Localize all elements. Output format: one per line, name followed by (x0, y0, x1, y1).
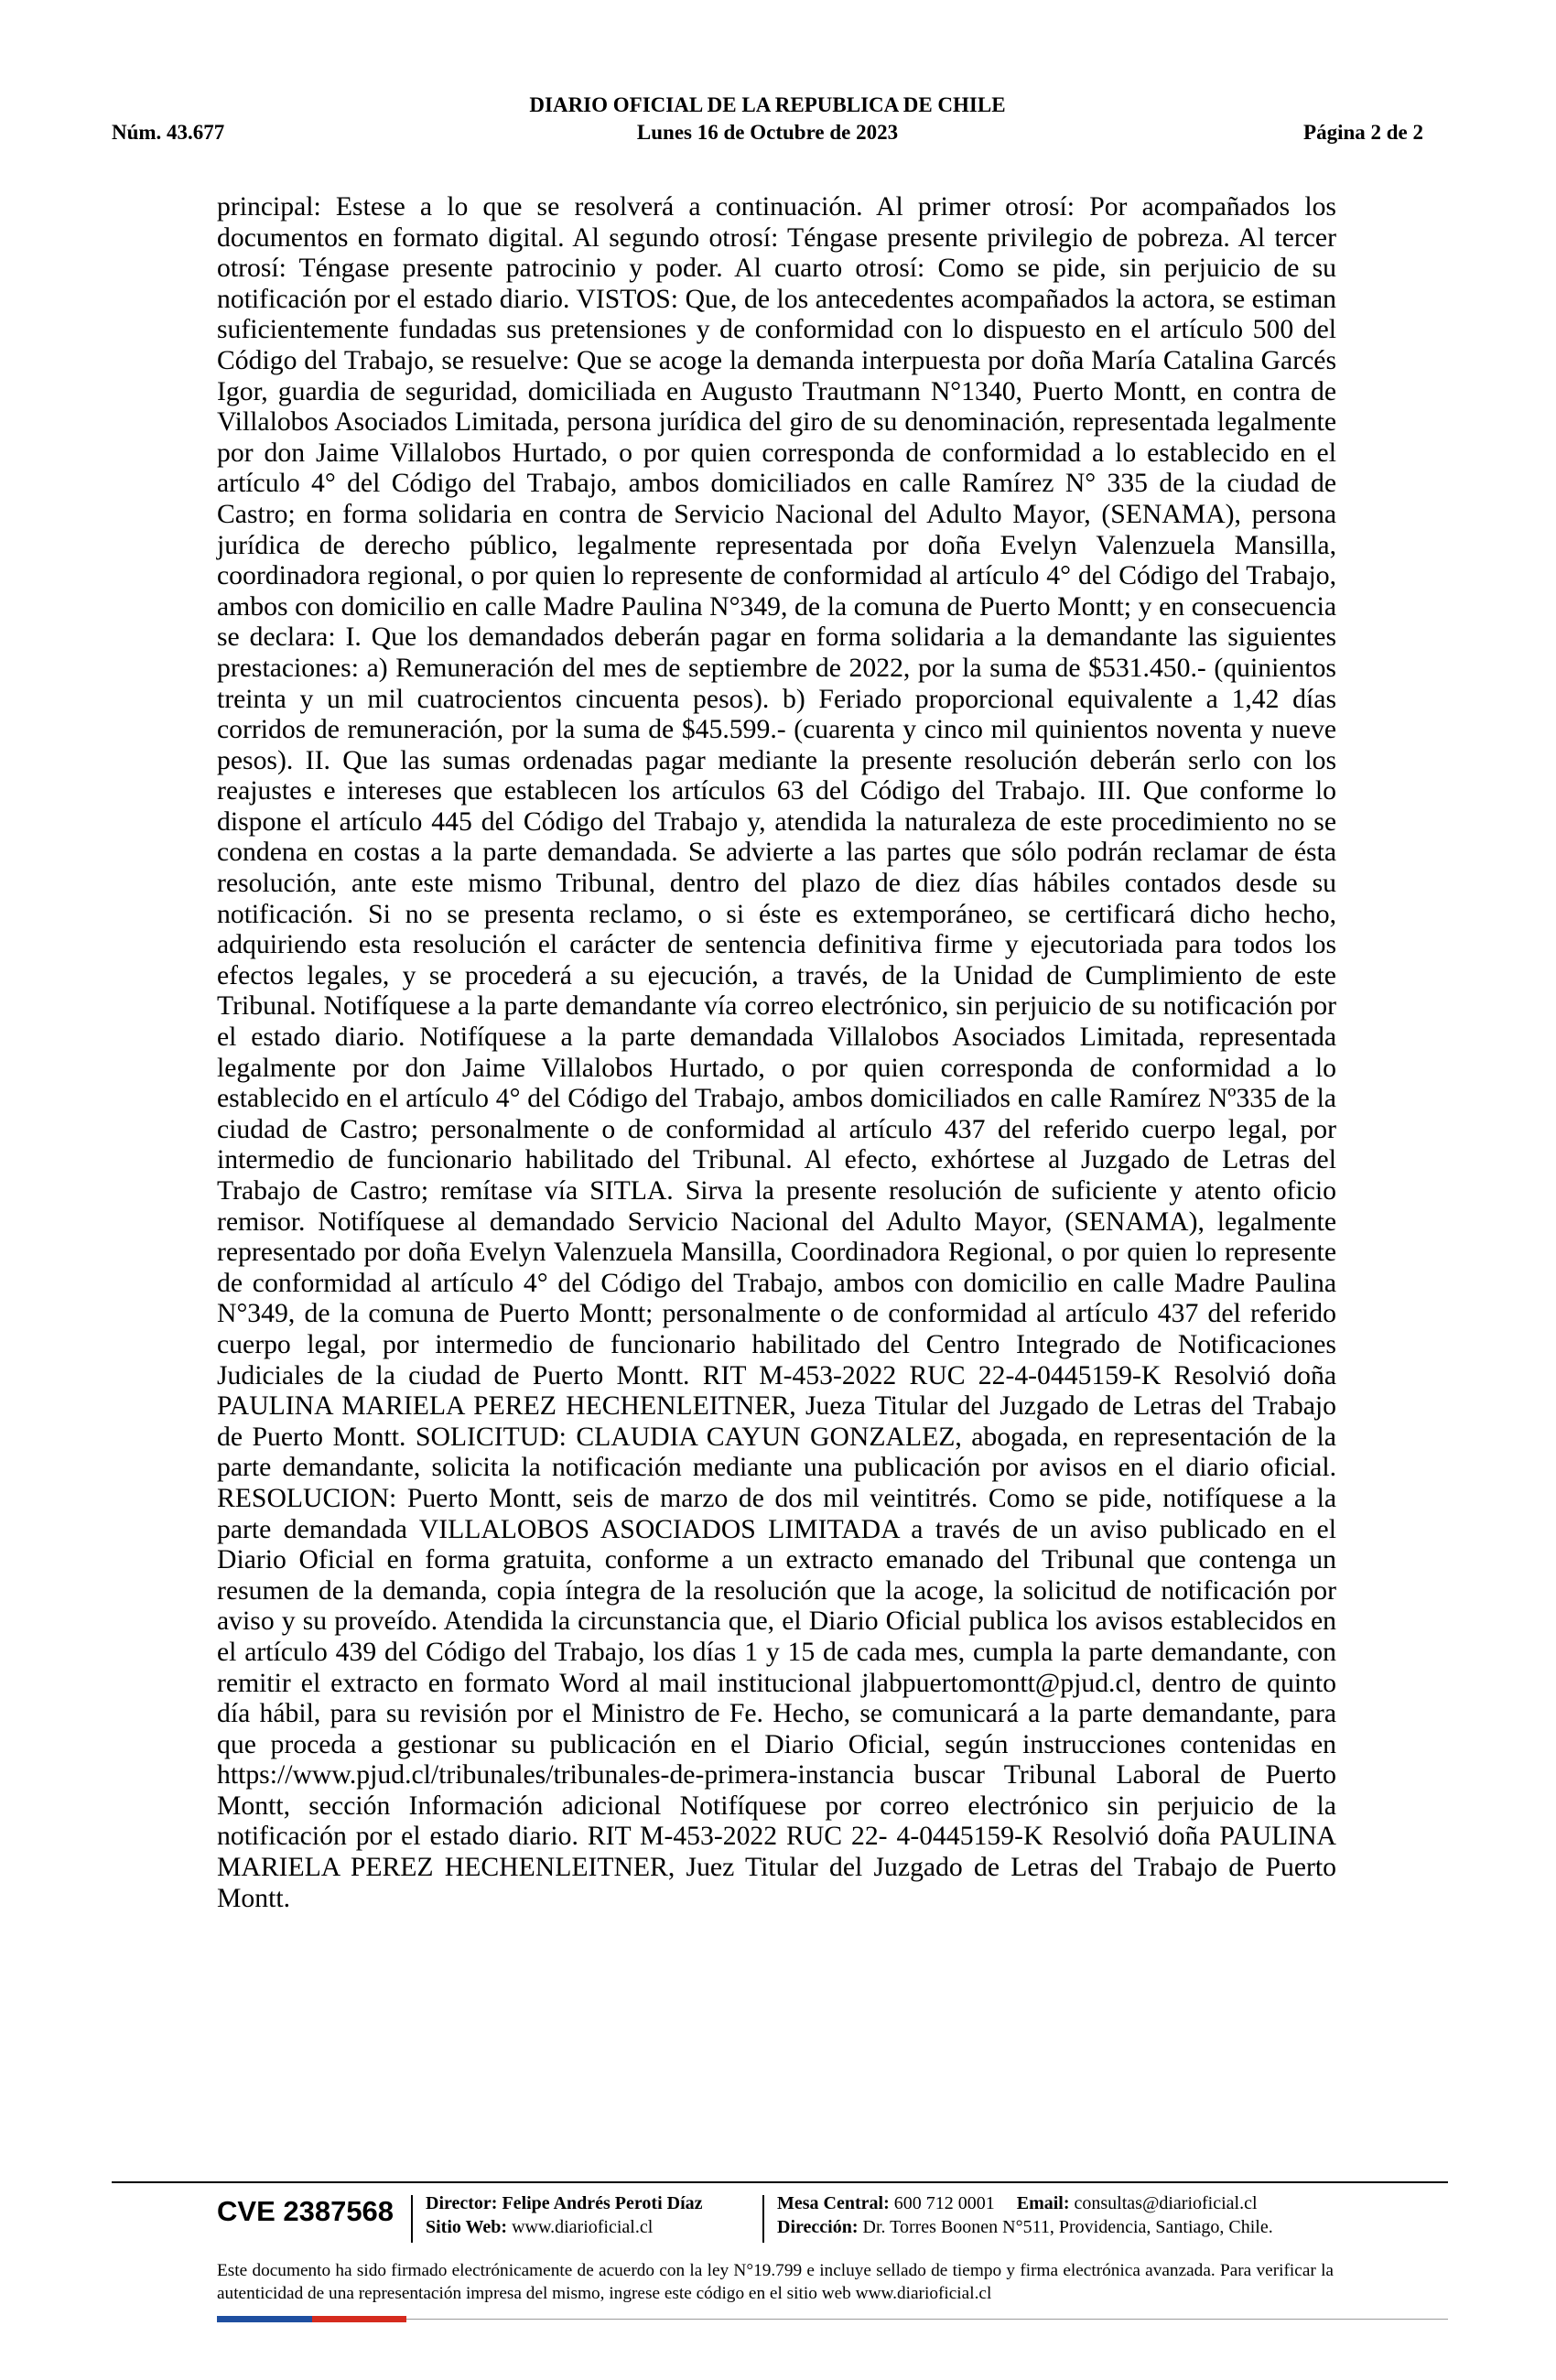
address-value: Dr. Torres Boonen N°511, Providencia, Santiago, Chile. (862, 2217, 1273, 2237)
header-center (112, 92, 1423, 146)
issue-number: Núm. 43.677 (112, 121, 225, 144)
director-block (426, 2191, 703, 2239)
website-line (426, 2215, 703, 2239)
footer-separator (411, 2195, 413, 2243)
flag-red (312, 2316, 406, 2322)
flag-stripe (217, 2316, 406, 2322)
address-label: Dirección: (777, 2217, 859, 2237)
contact-line (777, 2191, 1273, 2215)
body-paragraph: principal: Estese a lo que se resolverá a continuación. Al primer otrosí: Por acompañados los documentos en formato digital. Al segundo otrosí: Téngase presente privilegio de pobreza. Al tercer otrosí: Téngase presente patrocinio y poder. Al cuarto otrosí: Como se pide, sin perjuicio de su notificación por el estado diario. VISTOS: Que, de los antecedentes acompañados la actora, se estiman suficientemente fundadas sus pretensiones y de conformidad con lo dispuesto en el artículo 500 del Código del Trabajo, se resuelve: Que se acoge la demanda interpuesta por doña María Catalina Garcés Igor, guardia de seguridad, domiciliada en Augusto Trautmann N°1340, Puerto Montt, en contra de Villalobos Asociados Limitada, persona jurídica del giro de su denominación, representada legalmente por don Jaime Villalobos Hurtado, o por quien corresponda de conformidad a lo establecido en el artículo 4° del Código del Trabajo, ambos domiciliados en calle Ramírez N° 335 de la ciudad de Castro; en forma solidaria en contra de Servicio Nacional del Adulto Mayor, (SENAMA), persona jurídica de derecho público, legalmente representada por doña Evelyn Valenzuela Mansilla, coordinadora regional, o por quien lo represente de conformidad al artículo 4° del Código del Trabajo, ambos con domicilio en calle Madre Paulina N°349, de la comuna de Puerto Montt; y en consecuencia se declara: I. Que los demandados deberán pagar en forma solidaria a la demandante las siguientes prestaciones: a) Remuneración del mes de septiembre de 2022, por la suma de $531.450.- (quinientos treinta y un mil cuatrocientos cincuenta pesos). b) Feriado proporcional equivalente a 1,42 días corridos de remuneración, por la suma de $45.599.- (cuarenta y cinco mil quinientos noventa y nueve pesos). II. Que las sumas ordenadas pagar mediante la presente resolución deberán serlo con los reajustes e intereses que establecen los artículos 63 del Código del Trabajo. III. Que conforme lo dispone el artículo 445 del Código del Trabajo y, atendida la naturaleza de este procedimiento no se condena en costas a la parte demandada. Se advierte a las partes que sólo podrán reclamar de ésta resolución, ante este mismo Tribunal, dentro del plazo de diez días hábiles contados desde su notificación. Si no se presenta reclamo, o si éste es extemporáneo, se certificará dicho hecho, adquiriendo esta resolución el carácter de sentencia definitiva firme y ejecutoriada para todos los efectos legales, y se procederá a su ejecución, a través, de la Unidad de Cumplimiento de este Tribunal. Notifíquese a la parte demandante vía correo electrónico, sin perjuicio de su notificación por el estado diario. Notifíquese a la parte demandada Villalobos Asociados Limitada, representada legalmente por don Jaime Villalobos Hurtado, o por quien corresponda de conformidad a lo establecido en el artículo 4° del Código del Trabajo, ambos domiciliados en calle Ramírez Nº335 de la ciudad de Castro; personalmente o de conformidad al artículo 437 del referido cuerpo legal, por intermedio de funcionario habilitado del Tribunal. Al efecto, exhórtese al Juzgado de Letras del Trabajo de Castro; remítase vía SITLA. Sirva la presente resolución de suficiente y atento oficio remisor. Notifíquese al demandado Servicio Nacional del Adulto Mayor, (SENAMA), legalmente representado por doña Evelyn Valenzuela Mansilla, Coordinadora Regional, o por quien lo represente de conformidad al artículo 4° del Código del Trabajo, ambos con domicilio en calle Madre Paulina N°349, de la comuna de Puerto Montt; personalmente o de conformidad al artículo 437 del referido cuerpo legal, por intermedio de funcionario habilitado del Centro Integrado de Notificaciones Judiciales de la ciudad de Puerto Montt. RIT M-453-2022 RUC 22-4-0445159-K Resolvió doña PAULINA MARIELA PEREZ HECHENLEITNER, Jueza Titular del Juzgado de Letras del Trabajo de Puerto Montt. SOLICITUD: CLAUDIA CAYUN GONZALEZ, abogada, en representación de la parte demandante, solicita la notificación mediante una publicación por avisos en el diario oficial. RESOLUCION: Puerto Montt, seis de marzo de dos mil veintitrés. Como se pide, notifíquese a la parte demandada VILLALOBOS ASOCIADOS LIMITADA a través de un aviso publicado en el Diario Oficial en forma gratuita, conforme a un extracto emanado del Tribunal que contenga un resumen de la demanda, copia íntegra de la resolución que la acoge, la solicitud de notificación por aviso y su proveído. Atendida la circunstancia que, el Diario Oficial publica los avisos establecidos en el artículo 439 del Código del Trabajo, los días 1 y 15 de cada mes, cumpla la parte demandante, con remitir el extracto en formato Word al mail institucional jlabpuertomontt@pjud.cl, dentro de quinto día hábil, para su revisión por el Ministro de Fe. Hecho, se comunicará a la parte demandante, para que proceda a gestionar su publicación en el Diario Oficial, según instrucciones contenidas en https://www.pjud.cl/tribunales/tribunales-de-primera-instancia buscar Tribunal Laboral de Puerto Montt, sección Información adicional Notifíquese por correo electrónico sin perjuicio de la notificación por el estado diario. RIT M-453-2022 RUC 22- 4-0445159-K Resolvió doña PAULINA MARIELA PEREZ HECHENLEITNER, Juez Titular del Juzgado de Letras del Trabajo de Puerto Montt. (217, 192, 1336, 1913)
bottom-divider (406, 2319, 1448, 2320)
director-value: Felipe Andrés Peroti Díaz (502, 2193, 703, 2213)
website-label: Sitio Web: (426, 2217, 508, 2237)
contact-block (777, 2191, 1273, 2239)
director-line (426, 2191, 703, 2215)
website-link[interactable]: www.diarioficial.cl (512, 2217, 654, 2237)
publication-title: DIARIO OFICIAL DE LA REPUBLICA DE CHILE (529, 93, 1006, 116)
issue-date: Lunes 16 de Octubre de 2023 (636, 121, 899, 144)
cve-code: CVE 2387568 (217, 2195, 394, 2227)
signature-note: Este documento ha sido firmado electrónicamente de acuerdo con la ley N°19.799 e incluye sellado de tiempo y firma electrónica avanzada. Para verificar la autenticidad de una representación impresa del mismo, ingrese este código en el sitio web www.diarioficial.cl (217, 2261, 1334, 2303)
mesa-value: 600 712 0001 (893, 2193, 995, 2213)
flag-blue (217, 2316, 312, 2322)
footer-divider (112, 2181, 1448, 2183)
director-label: Director: (426, 2193, 498, 2213)
email-label: Email: (1016, 2193, 1070, 2213)
footer-separator (762, 2195, 764, 2243)
page-header (112, 92, 1423, 156)
address-line (777, 2215, 1273, 2239)
page-number: Página 2 de 2 (1303, 121, 1423, 144)
email-link[interactable]: consultas@diarioficial.cl (1074, 2193, 1258, 2213)
footer-info (217, 2191, 1407, 2246)
mesa-label: Mesa Central: (777, 2193, 890, 2213)
